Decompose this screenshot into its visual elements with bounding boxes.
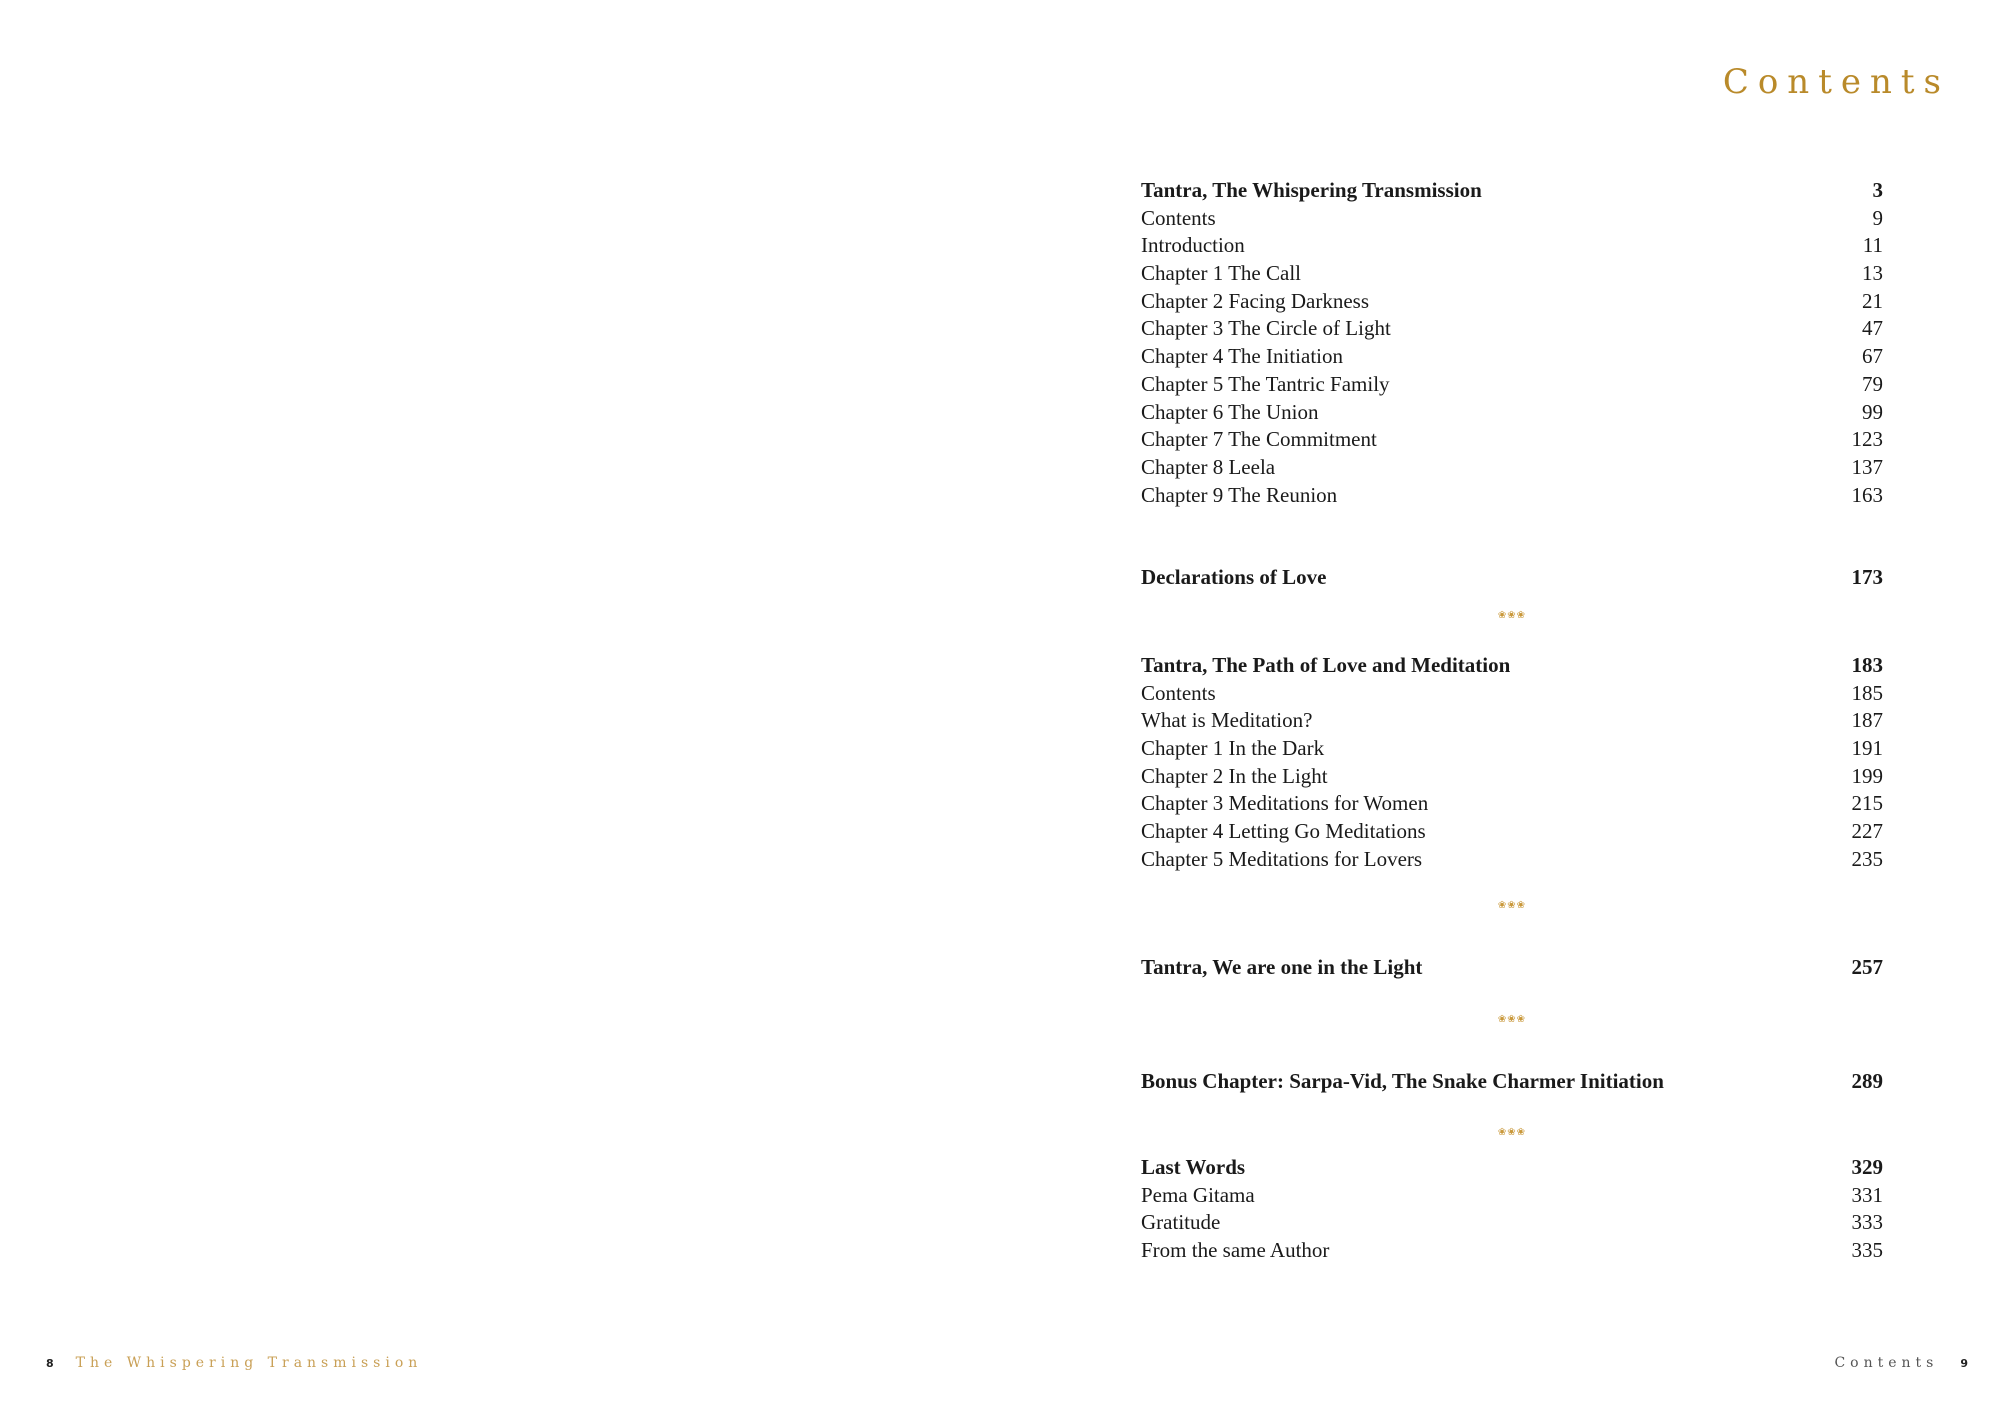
toc-section-last — [1141, 1154, 1883, 1265]
toc-entry-label: Chapter 8 Leela — [1141, 454, 1276, 479]
ornament-divider: ❀❀❀ — [1497, 1127, 1527, 1139]
toc-entry-page: 191 — [1851, 736, 1883, 760]
toc-heading-bonus[interactable] — [1141, 1068, 1883, 1096]
toc-entry[interactable] — [1141, 232, 1883, 260]
toc-entry-page: 13 — [1862, 261, 1883, 286]
toc-entry-label: Chapter 5 The Tantric Family — [1141, 371, 1390, 396]
ornament-divider: ❀❀❀ — [1497, 899, 1527, 911]
toc-entry-label: Chapter 9 The Reunion — [1141, 482, 1338, 507]
toc-entry[interactable] — [1141, 288, 1883, 316]
ornament-divider: ❀❀❀ — [1497, 610, 1527, 622]
toc-entry-page: 235 — [1851, 846, 1883, 871]
toc-entry-page: 99 — [1862, 399, 1883, 424]
toc-entry[interactable] — [1141, 735, 1883, 763]
toc-heading-label: Tantra, We are one in the Light — [1141, 955, 1423, 980]
toc-entry-page: 11 — [1862, 233, 1883, 258]
toc-entry-page: 199 — [1851, 763, 1883, 788]
toc-heading-part3[interactable] — [1141, 954, 1883, 982]
toc-entry[interactable] — [1141, 454, 1883, 482]
toc-entry[interactable] — [1141, 482, 1883, 510]
toc-entry-label: Contents — [1141, 680, 1216, 705]
toc-entry-page: 47 — [1862, 316, 1883, 341]
toc-entry-label: Pema Gitama — [1141, 1182, 1255, 1207]
toc-heading-label: Last Words — [1141, 1154, 1246, 1179]
toc-entry[interactable] — [1141, 371, 1883, 399]
right-page-number: 9 — [1960, 1357, 1968, 1370]
toc-entry[interactable] — [1141, 260, 1883, 288]
toc-heading-page: 3 — [1872, 178, 1883, 202]
toc-entry-label: Chapter 4 The Initiation — [1141, 344, 1343, 369]
toc-entry-label: Chapter 1 The Call — [1141, 261, 1301, 286]
toc-heading-part1[interactable] — [1141, 177, 1883, 205]
left-page-number: 8 — [46, 1357, 54, 1370]
toc-entry[interactable] — [1141, 426, 1883, 454]
toc-entry-page: 333 — [1851, 1210, 1883, 1235]
toc-entry-page: 335 — [1851, 1237, 1883, 1262]
toc-entry-label: From the same Author — [1141, 1237, 1330, 1262]
toc-heading-page: 329 — [1851, 1154, 1883, 1179]
toc-entry-page: 9 — [1872, 205, 1883, 230]
toc-entry-label: Chapter 3 The Circle of Light — [1141, 316, 1391, 341]
toc-heading-page: 173 — [1851, 565, 1883, 590]
toc-entry-label: Chapter 1 In the Dark — [1141, 736, 1325, 760]
toc-entry-label: Gratitude — [1141, 1210, 1221, 1235]
toc-entry-page: 137 — [1851, 454, 1883, 479]
toc-entry-label: Chapter 2 In the Light — [1141, 763, 1328, 788]
toc-entry-label: Introduction — [1141, 233, 1245, 258]
toc-entry[interactable] — [1141, 818, 1883, 846]
toc-entry-page: 215 — [1851, 791, 1883, 816]
ornament-divider: ❀❀❀ — [1497, 1013, 1527, 1025]
right-running-head: Contents — [1834, 1355, 1939, 1371]
page-title: Contents — [1722, 62, 1950, 102]
toc-entry-page: 185 — [1851, 680, 1883, 705]
toc-heading-label: Tantra, The Whispering Transmission — [1141, 178, 1482, 202]
toc-entry-page: 21 — [1862, 288, 1883, 313]
toc-entry-page: 163 — [1851, 482, 1883, 507]
toc-heading-label: Bonus Chapter: Sarpa-Vid, The Snake Charmer Initiation — [1141, 1069, 1664, 1094]
toc-heading-last-words[interactable] — [1141, 1154, 1883, 1182]
toc-entry[interactable] — [1141, 205, 1883, 233]
toc-entry-page: 79 — [1862, 371, 1883, 396]
toc-entry[interactable] — [1141, 1209, 1883, 1237]
toc-entry-page: 67 — [1862, 344, 1883, 369]
toc-entry-page: 227 — [1851, 819, 1883, 844]
toc-entry-page: 331 — [1851, 1182, 1883, 1207]
toc-entry[interactable] — [1141, 680, 1883, 708]
toc-heading-label: Tantra, The Path of Love and Meditation — [1141, 652, 1511, 677]
toc-entry-label: Chapter 5 Meditations for Lovers — [1141, 846, 1423, 871]
toc-entry[interactable] — [1141, 315, 1883, 343]
table-of-contents — [1141, 177, 1883, 1265]
toc-entry[interactable] — [1141, 790, 1883, 818]
toc-section-part2 — [1141, 652, 1883, 874]
toc-entry-label: Chapter 4 Letting Go Meditations — [1141, 819, 1426, 844]
toc-entry-label: Chapter 7 The Commitment — [1141, 427, 1377, 452]
toc-entry-label: Chapter 2 Facing Darkness — [1141, 288, 1370, 313]
toc-section-part1 — [1141, 177, 1883, 509]
toc-entry[interactable] — [1141, 1237, 1883, 1265]
toc-entry-label: What is Meditation? — [1141, 708, 1313, 733]
footer-right — [1834, 1355, 1968, 1371]
toc-entry[interactable] — [1141, 763, 1883, 791]
toc-entry-label: Contents — [1141, 205, 1216, 230]
footer-left — [46, 1355, 422, 1371]
toc-heading-part2[interactable] — [1141, 652, 1883, 680]
toc-heading-page: 257 — [1851, 955, 1883, 980]
toc-entry-label: Chapter 6 The Union — [1141, 399, 1319, 424]
toc-entry[interactable] — [1141, 707, 1883, 735]
toc-entry-label: Chapter 3 Meditations for Women — [1141, 791, 1429, 816]
toc-entry-page: 123 — [1851, 427, 1883, 452]
toc-heading-page: 183 — [1851, 652, 1883, 677]
toc-heading-page: 289 — [1851, 1069, 1883, 1094]
left-running-head: The Whispering Transmission — [75, 1355, 423, 1371]
toc-entry-page: 187 — [1851, 708, 1883, 733]
toc-heading-declarations[interactable] — [1141, 564, 1883, 592]
toc-entry[interactable] — [1141, 399, 1883, 427]
toc-entry[interactable] — [1141, 846, 1883, 874]
toc-entry[interactable] — [1141, 1182, 1883, 1210]
toc-entry[interactable] — [1141, 343, 1883, 371]
toc-heading-label: Declarations of Love — [1141, 565, 1327, 590]
